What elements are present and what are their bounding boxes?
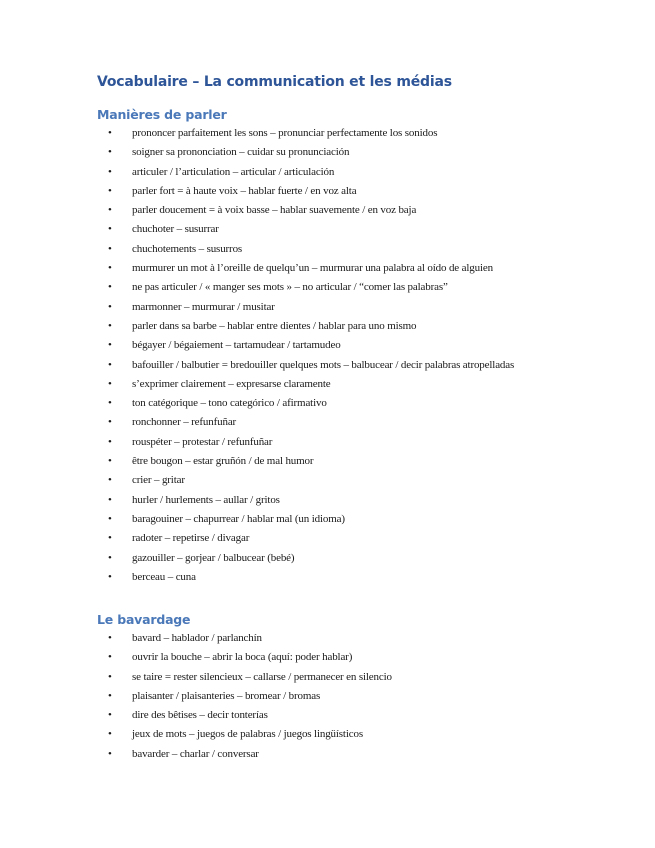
vocabulary-entry: parler fort = à haute voix – hablar fuerte / en voz alta <box>132 184 357 197</box>
bullet-icon: • <box>108 632 112 644</box>
vocabulary-entry: hurler / hurlements – aullar / gritos <box>132 493 280 506</box>
bullet-icon: • <box>108 262 112 275</box>
vocabulary-entry: bégayer / bégaiement – tartamudear / tartamudeo <box>132 339 341 352</box>
vocabulary-entry: murmurer un mot à l’oreille de quelqu’un – murmurar una palabra al oído de alguien <box>132 262 493 275</box>
document-title: Vocabulaire – La communication et les médias <box>97 74 452 90</box>
section-heading-le-bavardage: Le bavardage <box>97 612 191 627</box>
vocabulary-entry: se taire = rester silencieux – callarse / permanecer en silencio <box>132 670 392 683</box>
vocabulary-entry: chuchotements – susurros <box>132 242 243 255</box>
bullet-icon: • <box>108 474 112 487</box>
vocabulary-entry: crier – gritar <box>132 474 185 487</box>
bullet-icon: • <box>108 551 112 564</box>
vocabulary-entry: s’exprimer clairement – expresarse claramente <box>132 377 331 390</box>
vocabulary-entry: bavarder – charlar / conversar <box>132 747 259 760</box>
bullet-icon: • <box>108 300 112 313</box>
bullet-icon: • <box>108 165 112 178</box>
vocabulary-entry: marmonner – murmurar / musitar <box>132 300 275 313</box>
bullet-icon: • <box>108 435 112 448</box>
vocabulary-entry: prononcer parfaitement les sons – pronunciar perfectamente los sonidos <box>132 127 438 139</box>
vocabulary-entry: ton catégorique – tono categórico / afirmativo <box>132 397 327 410</box>
bullet-icon: • <box>108 512 112 525</box>
vocabulary-entry: ne pas articuler / « manger ses mots » – no articular / “comer las palabras” <box>132 281 448 294</box>
vocabulary-entry: baragouiner – chapurrear / hablar mal (un idioma) <box>132 512 345 525</box>
vocabulary-entry: ouvrir la bouche – abrir la boca (aquí: poder hablar) <box>132 651 353 664</box>
vocabulary-entry: rouspéter – protestar / refunfuñar <box>132 435 273 448</box>
bullet-icon: • <box>108 728 112 741</box>
vocabulary-entry: dire des bêtises – decir tonterías <box>132 709 268 722</box>
bullet-icon: • <box>108 570 112 583</box>
vocabulary-entry: chuchoter – susurrar <box>132 223 219 236</box>
bullet-icon: • <box>108 709 112 722</box>
bullet-icon: • <box>108 532 112 545</box>
bullet-icon: • <box>108 127 112 139</box>
section-heading-manieres-de-parler: Manières de parler <box>97 107 227 122</box>
bullet-icon: • <box>108 319 112 332</box>
bullet-icon: • <box>108 242 112 255</box>
bullet-icon: • <box>108 455 112 468</box>
bullet-icon: • <box>108 184 112 197</box>
bullet-icon: • <box>108 493 112 506</box>
bullet-icon: • <box>108 281 112 294</box>
bullet-icon: • <box>108 670 112 683</box>
bullet-icon: • <box>108 416 112 429</box>
vocabulary-entry: bavard – hablador / parlanchín <box>132 632 262 644</box>
vocabulary-entry: plaisanter / plaisanteries – bromear / bromas <box>132 689 321 702</box>
vocabulary-entry: bafouiller / balbutier = bredouiller quelques mots – balbucear / decir palabras atropelladas <box>132 358 515 371</box>
vocabulary-entry: ronchonner – refunfuñar <box>132 416 237 429</box>
vocabulary-entry: gazouiller – gorjear / balbucear (bebé) <box>132 551 295 564</box>
bullet-icon: • <box>108 146 112 159</box>
bullet-icon: • <box>108 339 112 352</box>
vocabulary-entry: jeux de mots – juegos de palabras / juegos lingüísticos <box>132 728 363 741</box>
vocabulary-entry: articuler / l’articulation – articular / articulación <box>132 165 335 178</box>
vocabulary-entry: berceau – cuna <box>132 570 196 583</box>
bullet-icon: • <box>108 651 112 664</box>
bullet-icon: • <box>108 747 112 760</box>
vocabulary-entry: être bougon – estar gruñón / de mal humor <box>132 455 314 468</box>
vocabulary-entry: radoter – repetirse / divagar <box>132 532 250 545</box>
bullet-icon: • <box>108 223 112 236</box>
bullet-icon: • <box>108 377 112 390</box>
vocabulary-entry: parler dans sa barbe – hablar entre dientes / hablar para uno mismo <box>132 319 417 332</box>
vocabulary-entry: soigner sa prononciation – cuidar su pronunciación <box>132 146 350 159</box>
bullet-icon: • <box>108 397 112 410</box>
vocabulary-entry: parler doucement = à voix basse – hablar suavemente / en voz baja <box>132 204 417 217</box>
bullet-icon: • <box>108 204 112 217</box>
bullet-icon: • <box>108 689 112 702</box>
bullet-icon: • <box>108 358 112 371</box>
